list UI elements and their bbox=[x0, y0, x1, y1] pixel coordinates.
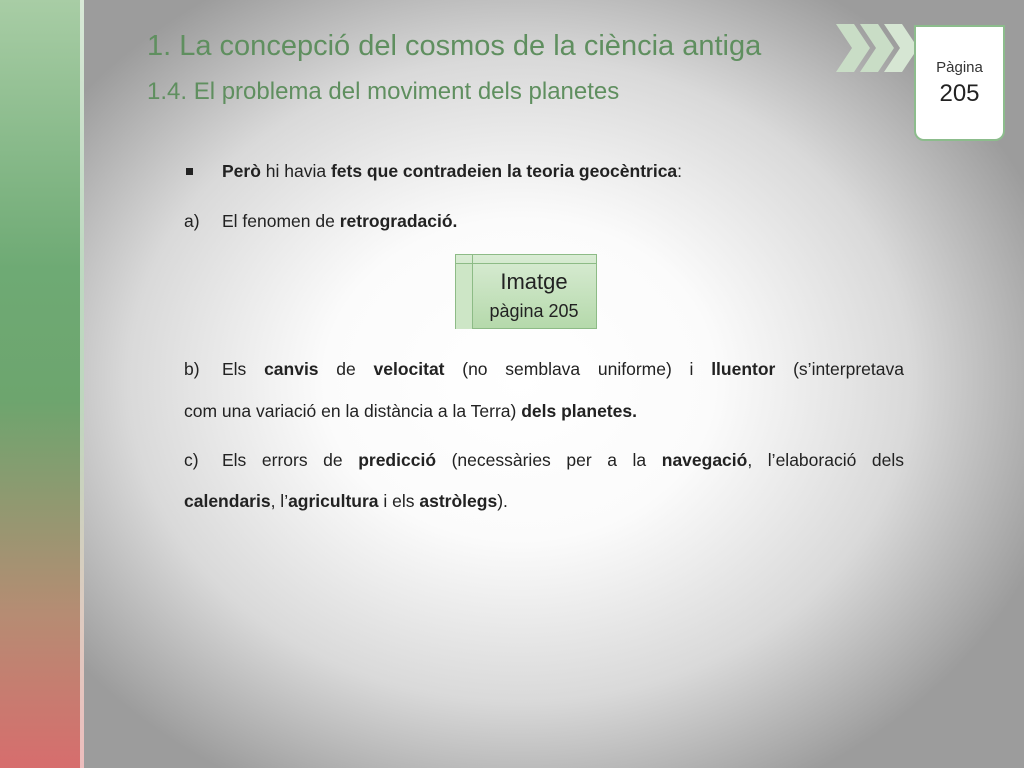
item-marker: a) bbox=[184, 211, 200, 231]
item-text-bold: navegació bbox=[661, 450, 748, 470]
card-divider bbox=[456, 263, 596, 264]
item-text: El fenomen de bbox=[222, 211, 340, 231]
bullet-text-bold: fets que contradeien la teoria geocèntrica bbox=[330, 161, 678, 181]
page-number: 205 bbox=[939, 80, 980, 107]
item-text: , l’elaboració dels bbox=[747, 450, 904, 470]
item-c-line-1 bbox=[184, 450, 904, 471]
card-tab bbox=[456, 263, 472, 329]
item-b-line-1 bbox=[184, 359, 904, 380]
item-text: (s’interpretava bbox=[775, 359, 904, 379]
chevrons-icon bbox=[832, 22, 922, 74]
bullet-text-bold: Però bbox=[222, 161, 261, 181]
bullet-text: hi havia bbox=[260, 161, 331, 181]
page-number-box bbox=[914, 25, 1005, 141]
item-text: ). bbox=[497, 491, 508, 511]
item-text-bold: agricultura bbox=[288, 491, 379, 511]
page-label: Pàgina bbox=[936, 59, 983, 76]
item-text-bold: lluentor bbox=[711, 359, 776, 379]
item-text: , l’ bbox=[270, 491, 289, 511]
item-text-bold: velocitat bbox=[373, 359, 445, 379]
item-text: (necessàries per a la bbox=[436, 450, 662, 470]
item-text-bold: canvis bbox=[264, 359, 319, 379]
decorative-sidebar bbox=[0, 0, 84, 768]
image-placeholder-subtitle: pàgina 205 bbox=[489, 301, 579, 321]
item-text: i els bbox=[378, 491, 420, 511]
image-placeholder-title: Imatge bbox=[500, 269, 568, 294]
item-text: com una variació en la distància a la Terra) bbox=[184, 401, 522, 421]
item-a bbox=[184, 211, 457, 232]
item-marker: c) bbox=[184, 450, 199, 470]
image-placeholder-card bbox=[455, 254, 597, 329]
item-text-bold: dels planetes. bbox=[521, 401, 637, 421]
item-text: Els errors de bbox=[222, 450, 359, 470]
item-marker: b) bbox=[184, 359, 200, 379]
item-c-line-2 bbox=[184, 491, 508, 512]
item-b-line-2 bbox=[184, 401, 637, 422]
bullet-text: : bbox=[677, 161, 683, 181]
bullet-line bbox=[184, 161, 682, 182]
item-text: Els bbox=[222, 359, 265, 379]
item-text: de bbox=[318, 359, 374, 379]
item-text: (no semblava uniforme) i bbox=[444, 359, 712, 379]
slide-title: 1. La concepció del cosmos de la ciència antiga bbox=[147, 30, 762, 62]
item-text-bold: astròlegs bbox=[419, 491, 498, 511]
item-text-bold: calendaris bbox=[184, 491, 271, 511]
square-bullet-icon bbox=[186, 168, 193, 175]
item-text-bold: predicció bbox=[358, 450, 437, 470]
slide-subtitle: 1.4. El problema del moviment dels planetes bbox=[147, 78, 620, 105]
item-text-bold: retrogradació. bbox=[339, 211, 458, 231]
